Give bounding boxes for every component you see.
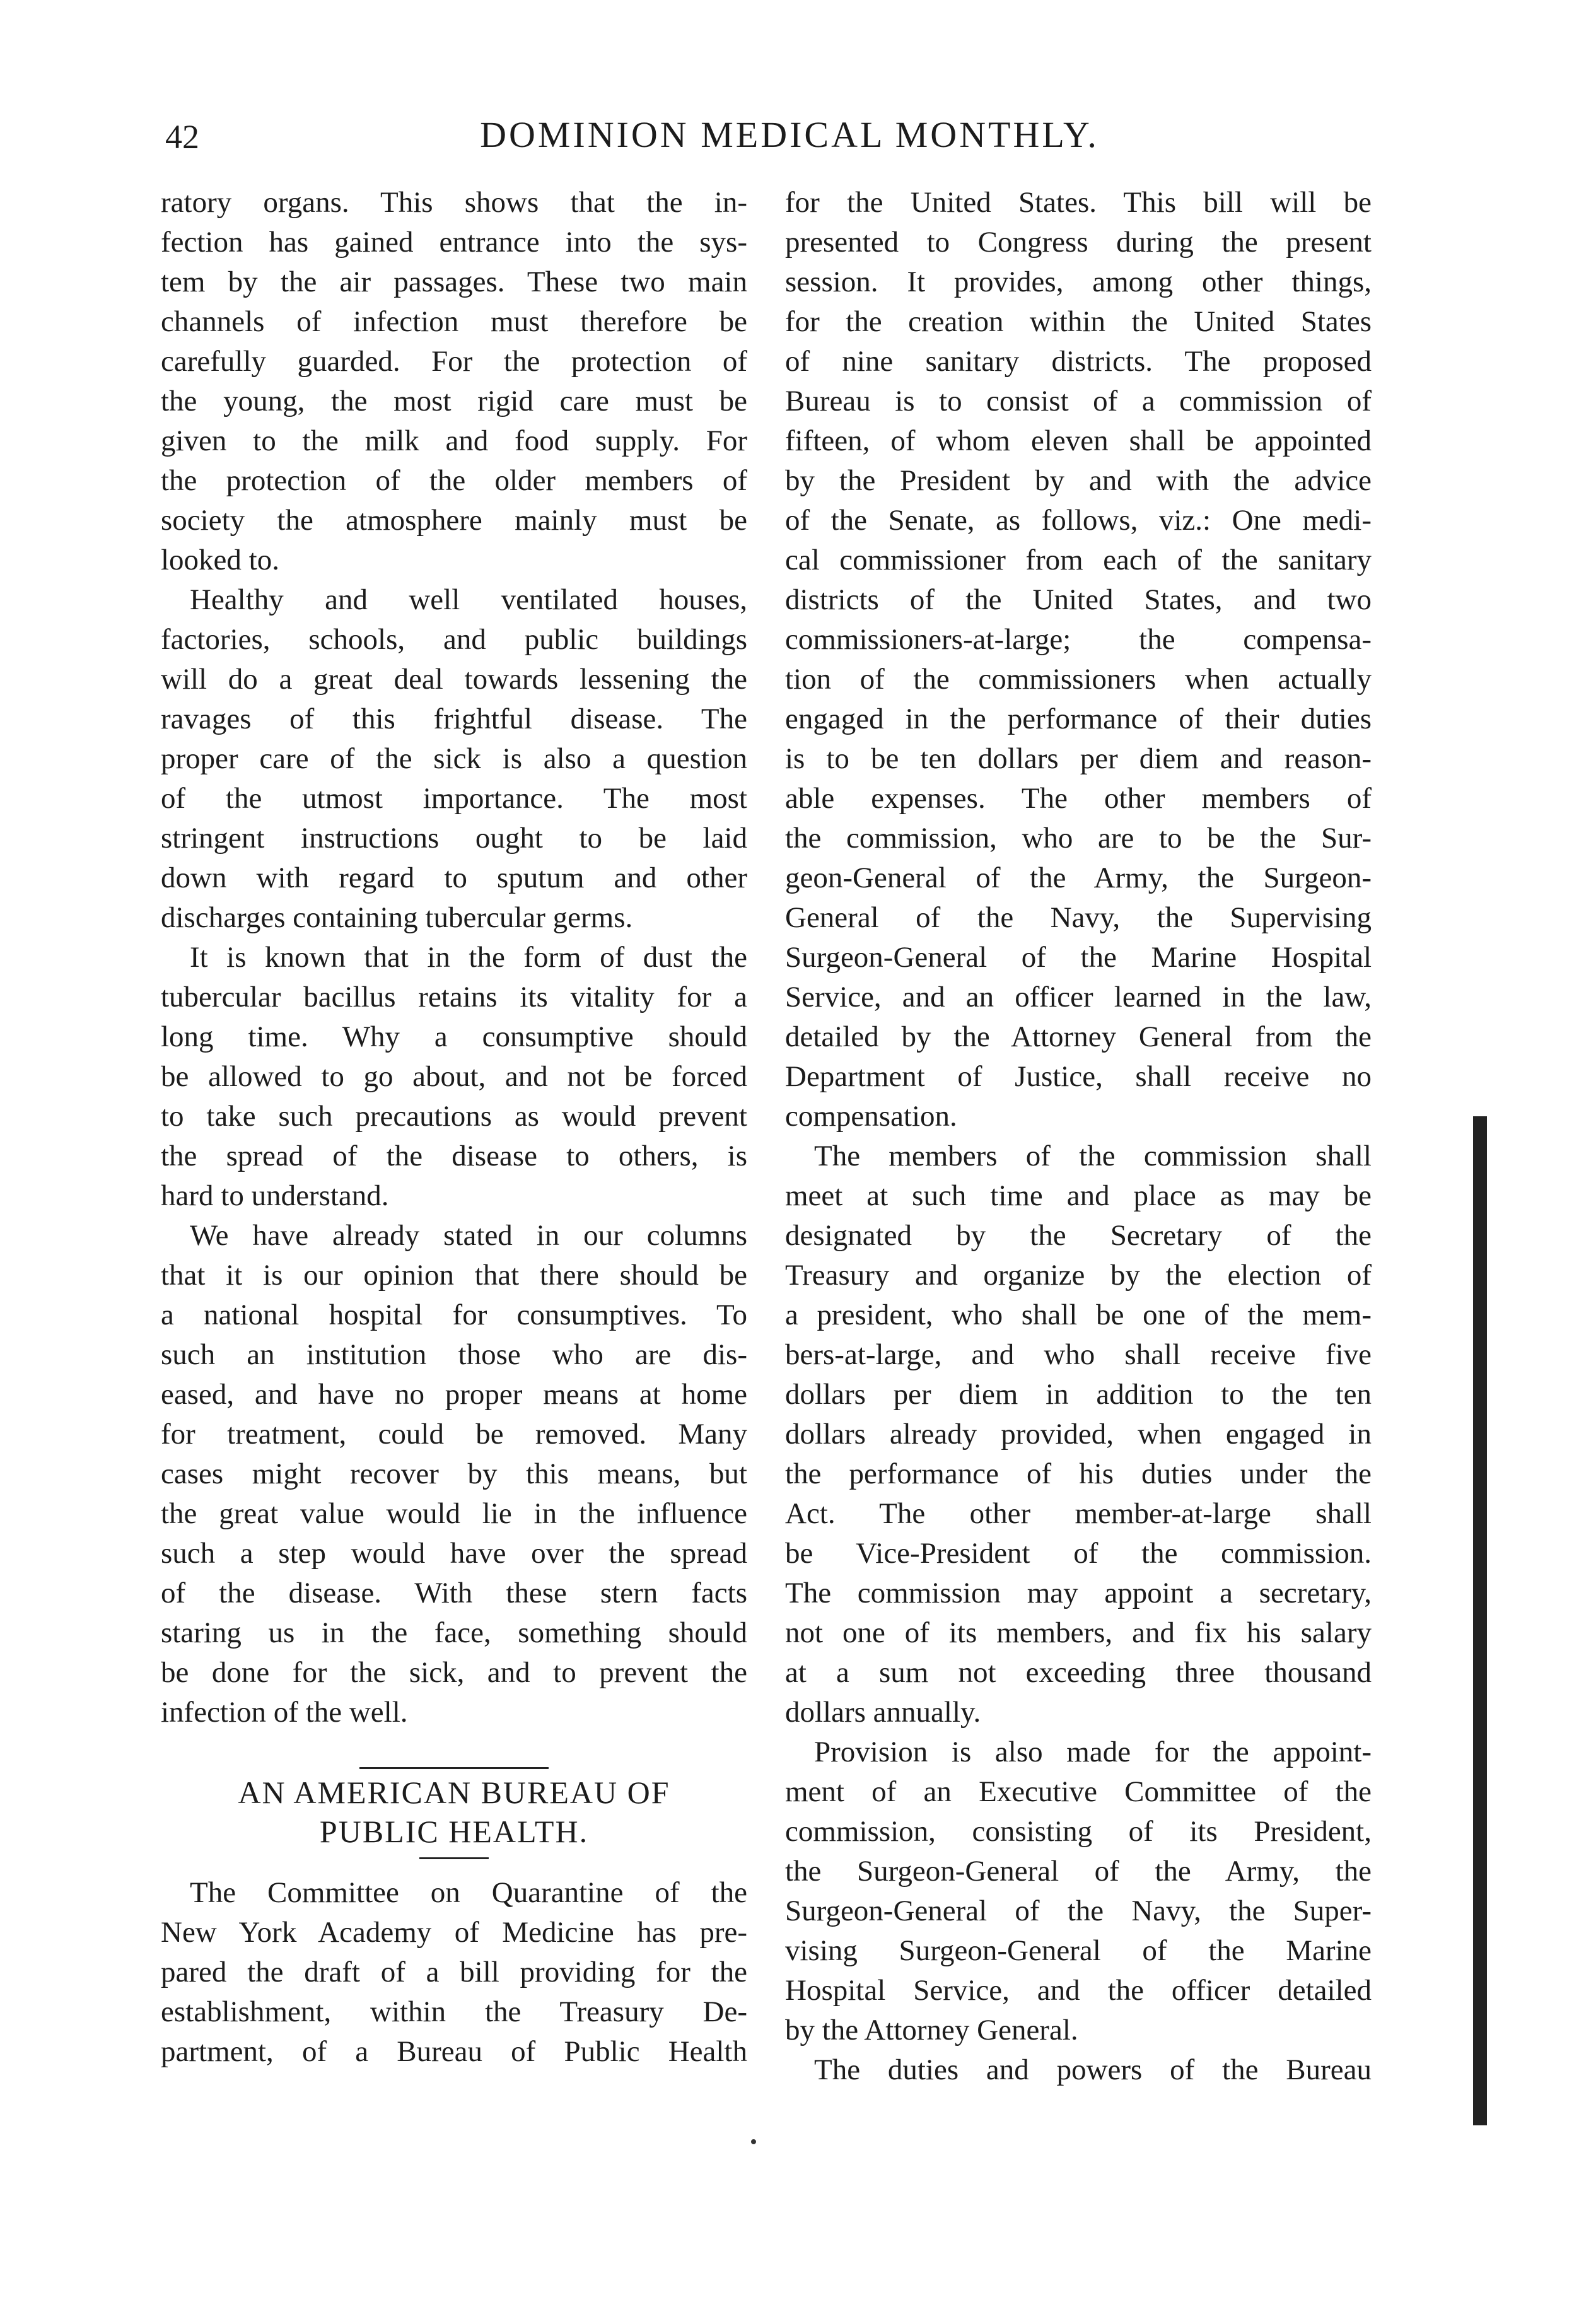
text-line: Bureau is to consist of a commission of xyxy=(785,385,1372,418)
text-line: commission, consisting of its President, xyxy=(785,1815,1372,1848)
text-line: fifteen, of whom eleven shall be appointed xyxy=(785,424,1372,457)
text-line: ratory organs. This shows that the in- xyxy=(161,186,747,219)
page-edge-shadow xyxy=(1473,1116,1487,2125)
section-heading: AN AMERICAN BUREAU OF xyxy=(238,1775,670,1810)
text-line: presented to Congress during the present xyxy=(785,226,1372,259)
text-line: be allowed to go about, and not be forced xyxy=(161,1060,747,1093)
text-line: discharges containing tubercular germs. xyxy=(161,901,633,934)
text-line: The duties and powers of the Bureau xyxy=(814,2053,1372,2086)
text-line: establishment, within the Treasury De- xyxy=(161,1995,747,2028)
section-divider xyxy=(359,1767,549,1769)
text-line: infection of the well. xyxy=(161,1696,408,1729)
text-line: dollars annually. xyxy=(785,1696,981,1729)
page-number: 42 xyxy=(165,118,199,156)
text-line: factories, schools, and public buildings xyxy=(161,623,747,656)
text-line: dollars already provided, when engaged in xyxy=(785,1418,1372,1451)
text-line: Surgeon-General of the Marine Hospital xyxy=(785,941,1372,974)
text-line: General of the Navy, the Supervising xyxy=(785,901,1372,934)
text-line: commissioners-at-large; the compensa- xyxy=(785,623,1372,656)
paragraph xyxy=(785,1732,1372,2050)
text-line: society the atmosphere mainly must be xyxy=(161,504,747,537)
stray-dot xyxy=(751,2139,756,2144)
paragraph xyxy=(161,580,747,938)
text-line: such an institution those who are dis- xyxy=(161,1338,747,1371)
right-column xyxy=(785,183,1372,2090)
text-line: engaged in the performance of their duties xyxy=(785,703,1372,735)
text-line: a national hospital for consumptives. To xyxy=(161,1299,747,1331)
text-line: channels of infection must therefore be xyxy=(161,305,747,338)
text-line: detailed by the Attorney General from the xyxy=(785,1020,1372,1053)
text-line: of the utmost importance. The most xyxy=(161,782,747,815)
text-line: a president, who shall be one of the mem- xyxy=(785,1299,1372,1331)
paragraph xyxy=(161,1873,747,2072)
text-line: dollars per diem in addition to the ten xyxy=(785,1378,1372,1411)
text-line: compensation. xyxy=(785,1100,957,1133)
text-line: the spread of the disease to others, is xyxy=(161,1140,747,1172)
text-line: the protection of the older members of xyxy=(161,464,747,497)
text-line: ravages of this frightful disease. The xyxy=(161,703,747,735)
text-line: staring us in the face, something should xyxy=(161,1616,747,1649)
text-line: New York Academy of Medicine has pre- xyxy=(161,1916,747,1949)
text-line: It is known that in the form of dust the xyxy=(190,941,747,974)
text-line: of the Senate, as follows, viz.: One medi- xyxy=(785,504,1372,537)
text-line: tem by the air passages. These two main xyxy=(161,266,747,298)
paragraph xyxy=(161,938,747,1216)
section-heading: PUBLIC HEALTH. xyxy=(319,1814,589,1849)
text-line: cal commissioner from each of the sanitary xyxy=(785,544,1372,576)
text-line: Department of Justice, shall receive no xyxy=(785,1060,1372,1093)
text-line: pared the draft of a bill providing for the xyxy=(161,1956,747,1988)
text-line: bers-at-large, and who shall receive five xyxy=(785,1338,1372,1371)
text-line: for the United States. This bill will be xyxy=(785,186,1372,219)
heading-underline xyxy=(419,1857,489,1859)
text-line: Surgeon-General of the Navy, the Super- xyxy=(785,1895,1372,1927)
text-line: the Surgeon-General of the Army, the xyxy=(785,1855,1372,1888)
text-line: vising Surgeon-General of the Marine xyxy=(785,1934,1372,1967)
text-line: is to be ten dollars per diem and reason- xyxy=(785,742,1372,775)
text-line: Healthy and well ventilated houses, xyxy=(190,583,747,616)
paragraph xyxy=(785,2050,1372,2090)
text-line: eased, and have no proper means at home xyxy=(161,1378,747,1411)
text-line: at a sum not exceeding three thousand xyxy=(785,1656,1372,1689)
text-line: able expenses. The other members of xyxy=(785,782,1372,815)
text-line: the great value would lie in the influence xyxy=(161,1497,747,1530)
text-line: The Committee on Quarantine of the xyxy=(190,1876,747,1909)
text-line: fection has gained entrance into the sys- xyxy=(161,226,747,259)
paragraph xyxy=(161,183,747,580)
text-line: stringent instructions ought to be laid xyxy=(161,822,747,855)
text-line: Hospital Service, and the officer detailed xyxy=(785,1974,1372,2007)
text-line: carefully guarded. For the protection of xyxy=(161,345,747,378)
text-line: such a step would have over the spread xyxy=(161,1537,747,1570)
text-line: geon-General of the Army, the Surgeon- xyxy=(785,861,1372,894)
text-line: be done for the sick, and to prevent the xyxy=(161,1656,747,1689)
text-line: session. It provides, among other things, xyxy=(785,266,1372,298)
text-line: The members of the commission shall xyxy=(814,1140,1372,1172)
text-line: for the creation within the United States xyxy=(785,305,1372,338)
text-line: by the Attorney General. xyxy=(785,2014,1078,2047)
text-line: that it is our opinion that there should be xyxy=(161,1259,747,1292)
text-line: proper care of the sick is also a question xyxy=(161,742,747,775)
text-line: designated by the Secretary of the xyxy=(785,1219,1372,1252)
text-line: long time. Why a consumptive should xyxy=(161,1020,747,1053)
paragraph xyxy=(785,1136,1372,1732)
text-line: meet at such time and place as may be xyxy=(785,1179,1372,1212)
paragraph xyxy=(161,1216,747,1732)
text-line: to take such precautions as would prevent xyxy=(161,1100,747,1133)
text-line: hard to understand. xyxy=(161,1179,389,1212)
text-line: of the disease. With these stern facts xyxy=(161,1577,747,1609)
text-line: tion of the commissioners when actually xyxy=(785,663,1372,696)
text-line: the commission, who are to be the Sur- xyxy=(785,822,1372,855)
text-line: The commission may appoint a secretary, xyxy=(785,1577,1372,1609)
text-line: the young, the most rigid care must be xyxy=(161,385,747,418)
text-line: Provision is also made for the appoint- xyxy=(814,1736,1372,1768)
text-line: of nine sanitary districts. The proposed xyxy=(785,345,1372,378)
text-line: given to the milk and food supply. For xyxy=(161,424,747,457)
text-line: partment, of a Bureau of Public Health xyxy=(161,2035,747,2068)
text-line: not one of its members, and fix his salary xyxy=(785,1616,1372,1649)
text-line: Treasury and organize by the election of xyxy=(785,1259,1372,1292)
text-line: down with regard to sputum and other xyxy=(161,861,747,894)
text-line: be Vice-President of the commission. xyxy=(785,1537,1372,1570)
text-line: tubercular bacillus retains its vitality for a xyxy=(161,981,747,1013)
text-line: ment of an Executive Committee of the xyxy=(785,1775,1372,1808)
text-line: looked to. xyxy=(161,544,279,576)
text-line: by the President by and with the advice xyxy=(785,464,1372,497)
text-line: cases might recover by this means, but xyxy=(161,1457,747,1490)
text-line: Service, and an officer learned in the law, xyxy=(785,981,1372,1013)
text-line: will do a great deal towards lessening the xyxy=(161,663,747,696)
text-line: We have already stated in our columns xyxy=(190,1219,747,1252)
left-column xyxy=(161,183,747,2072)
paragraph xyxy=(785,183,1372,1136)
text-line: districts of the United States, and two xyxy=(785,583,1372,616)
running-head: DOMINION MEDICAL MONTHLY. xyxy=(480,114,1099,155)
text-line: Act. The other member-at-large shall xyxy=(785,1497,1372,1530)
text-line: for treatment, could be removed. Many xyxy=(161,1418,747,1451)
text-line: the performance of his duties under the xyxy=(785,1457,1372,1490)
